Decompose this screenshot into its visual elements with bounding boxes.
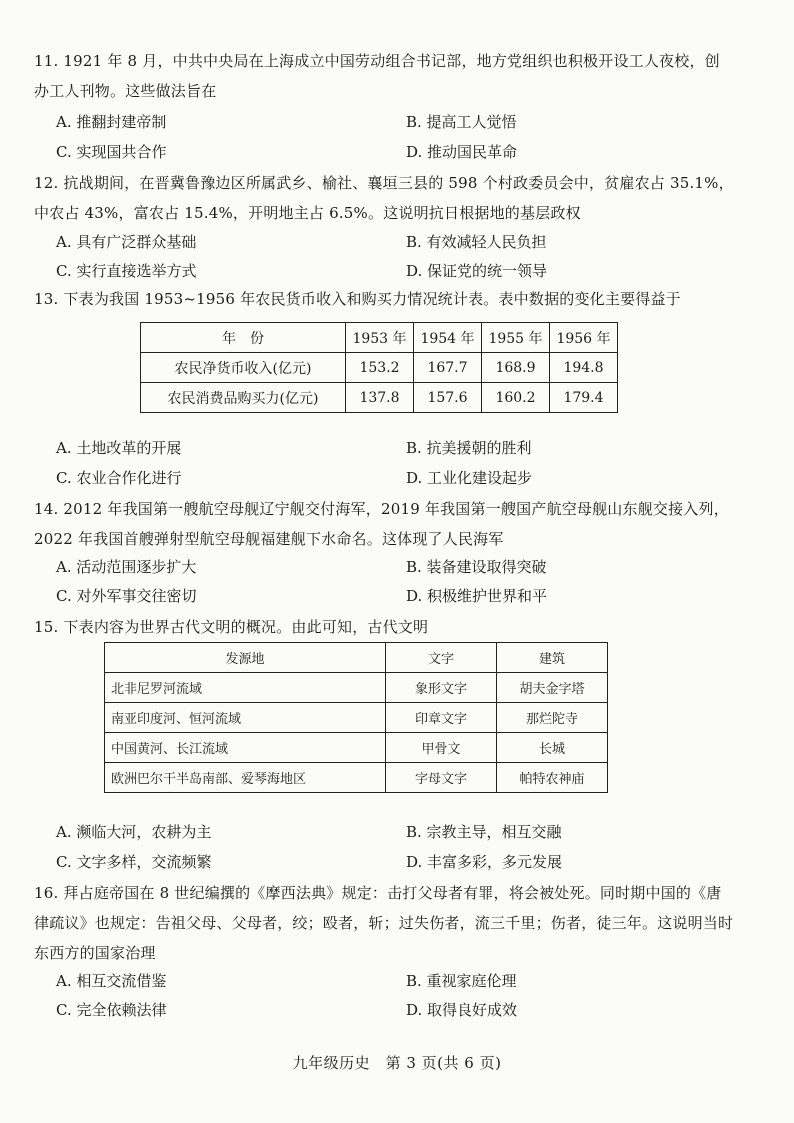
table-cell: 胡夫金字塔 (497, 673, 608, 703)
question-15-option-b: B. 宗教主导，相互交融 (406, 823, 562, 841)
table-cell: 179.4 (550, 383, 618, 413)
question-12-option-d: D. 保证党的统一领导 (406, 262, 548, 280)
question-13-table (140, 322, 618, 413)
table-cell: 甲骨文 (386, 733, 497, 763)
table-cell: 那烂陀寺 (497, 703, 608, 733)
question-11-option-a: A. 推翻封建帝制 (56, 113, 167, 131)
question-15-stem: 15. 下表内容为世界古代文明的概况。由此可知，古代文明 (34, 618, 429, 636)
table-cell: 象形文字 (386, 673, 497, 703)
table-row (141, 353, 618, 383)
question-15-option-a: A. 濒临大河，农耕为主 (56, 823, 212, 841)
table-cell: 长城 (497, 733, 608, 763)
table-header-cell: 文字 (386, 643, 497, 673)
question-11-option-d: D. 推动国民革命 (406, 143, 518, 161)
question-14-option-c: C. 对外军事交往密切 (56, 587, 197, 605)
table-cell: 欧洲巴尔干半岛南部、爱琴海地区 (105, 763, 386, 793)
table-header-cell: 1954 年 (414, 323, 482, 353)
table-row (105, 673, 608, 703)
question-12-stem: 12. 抗战期间，在晋冀鲁豫边区所属武乡、榆社、襄垣三县的 598 个村政委员会中，贫雇农占 35.1%，中农占 43%，富农占 15.4%，开明地主占 6.5%。这说明抗日根据地的基层政权 (34, 174, 734, 222)
question-16-option-c: C. 完全依赖法律 (56, 1001, 167, 1019)
question-16-option-a: A. 相互交流借鉴 (56, 972, 167, 990)
table-cell: 印章文字 (386, 703, 497, 733)
table-cell: 168.9 (482, 353, 550, 383)
table-row (141, 383, 618, 413)
table-row (105, 763, 608, 793)
table-cell: 中国黄河、长江流域 (105, 733, 386, 763)
table-row (105, 643, 608, 673)
question-14-option-b: B. 装备建设取得突破 (406, 558, 547, 576)
table-cell: 160.2 (482, 383, 550, 413)
question-15-option-c: C. 文字多样，交流频繁 (56, 853, 212, 871)
question-13-stem: 13. 下表为我国 1953~1956 年农民货币收入和购买力情况统计表。表中数据的变化主要得益于 (34, 290, 681, 308)
question-12-option-c: C. 实行直接选举方式 (56, 262, 197, 280)
question-16-option-d: D. 取得良好成效 (406, 1001, 518, 1019)
question-15-option-d: D. 丰富多彩，多元发展 (406, 853, 563, 871)
table-cell: 194.8 (550, 353, 618, 383)
table-cell: 北非尼罗河流域 (105, 673, 386, 703)
table-row (141, 323, 618, 353)
question-16-stem: 16. 拜占庭帝国在 8 世纪编撰的《摩西法典》规定：击打父母者有罪，将会被处死。同时期中国的《唐律疏议》也规定：告祖父母、父母者，绞；殴者，斩；过失伤者，流三千里；伤者，徒三年。这说明当时东西方的国家治理 (34, 884, 734, 962)
table-cell: 农民消费品购买力(亿元) (141, 383, 346, 413)
table-cell: 字母文字 (386, 763, 497, 793)
question-13-option-a: A. 土地改革的开展 (56, 439, 182, 457)
table-header-cell: 1955 年 (482, 323, 550, 353)
table-header-cell: 建筑 (497, 643, 608, 673)
table-cell: 南亚印度河、恒河流域 (105, 703, 386, 733)
question-12-option-b: B. 有效减轻人民负担 (406, 233, 547, 251)
question-12-option-a: A. 具有广泛群众基础 (56, 233, 197, 251)
question-14-stem: 14. 2012 年我国第一艘航空母舰辽宁舰交付海军，2019 年我国第一艘国产航空母舰山东舰交接入列，2022 年我国首艘弹射型航空母舰福建舰下水命名。这体现了人民海军 (34, 500, 729, 548)
table-row (105, 733, 608, 763)
table-cell: 农民净货币收入(亿元) (141, 353, 346, 383)
table-header-cell: 1956 年 (550, 323, 618, 353)
table-cell: 167.7 (414, 353, 482, 383)
question-14-option-d: D. 积极维护世界和平 (406, 587, 548, 605)
question-11-option-c: C. 实现国共合作 (56, 143, 167, 161)
question-13-option-b: B. 抗美援朝的胜利 (406, 439, 532, 457)
question-15-table (104, 642, 608, 793)
question-11-option-b: B. 提高工人觉悟 (406, 113, 517, 131)
question-11-stem: 11. 1921 年 8 月，中共中央局在上海成立中国劳动组合书记部，地方党组织也积极开设工人夜校，创办工人刊物。这些做法旨在 (34, 52, 720, 100)
table-header-cell: 1953 年 (346, 323, 414, 353)
question-16-option-b: B. 重视家庭伦理 (406, 972, 517, 990)
table-cell: 帕特农神庙 (497, 763, 608, 793)
question-14-option-a: A. 活动范围逐步扩大 (56, 558, 197, 576)
table-header-cell: 年 份 (141, 323, 346, 353)
table-cell: 137.8 (346, 383, 414, 413)
page-footer: 九年级历史 第 3 页(共 6 页) (292, 1054, 502, 1072)
question-13-option-d: D. 工业化建设起步 (406, 469, 533, 487)
table-row (105, 703, 608, 733)
table-header-cell: 发源地 (105, 643, 386, 673)
table-cell: 153.2 (346, 353, 414, 383)
table-cell: 157.6 (414, 383, 482, 413)
question-13-option-c: C. 农业合作化进行 (56, 469, 182, 487)
